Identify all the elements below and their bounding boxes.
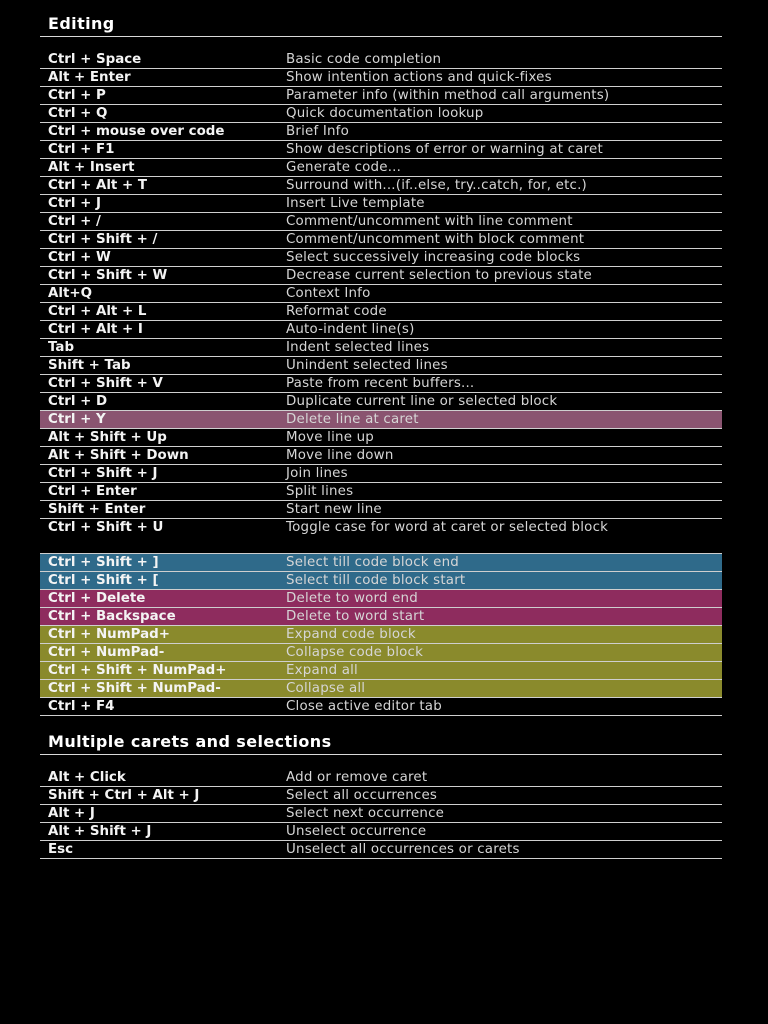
table-row [40,465,722,483]
shortcut-description: Delete line at caret [286,412,419,427]
shortcut-key: Alt + J [48,806,95,821]
table-row [40,231,722,249]
table-row [40,177,722,195]
table-row [40,787,722,805]
shortcut-description: Select next occurrence [286,806,445,821]
shortcut-key: Esc [48,842,74,857]
shortcut-key: Ctrl + Y [48,412,106,427]
table-row [40,698,722,716]
shortcut-description: Parameter info (within method call arguments) [286,88,610,103]
table-row [40,339,722,357]
table-row [40,769,722,787]
shortcut-description: Add or remove caret [286,770,428,785]
table-row-highlighted [40,626,722,644]
shortcut-description: Show intention actions and quick-fixes [286,70,552,85]
table-row [40,375,722,393]
shortcut-key: Ctrl + NumPad+ [48,627,170,642]
shortcut-description: Auto-indent line(s) [286,322,415,337]
shortcut-description: Expand code block [286,627,416,642]
shortcut-description: Delete to word end [286,591,418,606]
shortcut-key: Alt + Shift + Up [48,430,167,445]
table-row-highlighted [40,554,722,572]
shortcut-description: Decrease current selection to previous state [286,268,592,283]
shortcut-description: Select successively increasing code blocks [286,250,581,265]
shortcut-key: Shift + Ctrl + Alt + J [48,788,200,803]
shortcut-key: Ctrl + Shift + [ [48,573,159,588]
shortcut-key: Ctrl + Shift + U [48,520,164,535]
shortcut-key: Alt + Enter [48,70,131,85]
table-row [40,51,722,69]
table-row [40,501,722,519]
shortcut-key: Ctrl + W [48,250,111,265]
table-row [40,483,722,501]
shortcut-description: Close active editor tab [286,699,442,714]
shortcut-sheet [40,12,722,859]
shortcut-key: Shift + Tab [48,358,131,373]
table-row [40,823,722,841]
shortcut-description: Brief Info [286,124,349,139]
shortcut-description: Comment/uncomment with block comment [286,232,585,247]
shortcut-key: Alt + Shift + Down [48,448,189,463]
table-row [40,805,722,823]
shortcut-key: Ctrl + Alt + T [48,178,147,193]
shortcut-key: Shift + Enter [48,502,146,517]
shortcut-description: Select all occurrences [286,788,438,803]
section-title-editing: Editing [40,12,722,37]
editing-table [40,51,722,716]
shortcut-description: Comment/uncomment with line comment [286,214,573,229]
shortcut-key: Ctrl + Space [48,52,142,67]
table-row [40,357,722,375]
shortcut-key: Ctrl + Alt + I [48,322,143,337]
shortcut-description: Paste from recent buffers... [286,376,475,391]
table-row-highlighted [40,608,722,626]
shortcut-description: Generate code... [286,160,402,175]
shortcut-description: Collapse all [286,681,366,696]
shortcut-key: Ctrl + Shift + NumPad- [48,681,221,696]
table-row [40,447,722,465]
shortcut-key: Ctrl + Delete [48,591,146,606]
shortcut-key: Ctrl + NumPad- [48,645,165,660]
shortcut-key: Ctrl + Shift + / [48,232,158,247]
shortcut-description: Context Info [286,286,371,301]
table-row-highlighted [40,411,722,429]
table-row-highlighted [40,680,722,698]
table-row [40,141,722,159]
section-title-multiple-carets: Multiple carets and selections [40,730,722,755]
table-row-highlighted [40,644,722,662]
shortcut-description: Join lines [286,466,348,481]
shortcut-key: Alt+Q [48,286,92,301]
shortcut-description: Unselect all occurrences or carets [286,842,520,857]
table-row [40,841,722,859]
shortcut-description: Quick documentation lookup [286,106,484,121]
shortcut-description: Surround with...(if..else, try..catch, for, etc.) [286,178,587,193]
table-row [40,267,722,285]
table-row-highlighted [40,572,722,590]
table-row [40,429,722,447]
shortcut-key: Ctrl + F1 [48,142,115,157]
shortcut-key: Alt + Insert [48,160,135,175]
shortcut-description: Start new line [286,502,382,517]
shortcut-key: Tab [48,340,75,355]
shortcut-description: Move line up [286,430,374,445]
shortcut-key: Ctrl + F4 [48,699,115,714]
shortcut-key: Ctrl + Shift + J [48,466,158,481]
shortcut-key: Ctrl + Shift + W [48,268,168,283]
shortcut-key: Ctrl + J [48,196,101,211]
shortcut-description: Basic code completion [286,52,442,67]
shortcut-key: Ctrl + / [48,214,101,229]
shortcut-key: Ctrl + Shift + V [48,376,163,391]
shortcut-description: Delete to word start [286,609,425,624]
table-row [40,195,722,213]
shortcut-description: Show descriptions of error or warning at caret [286,142,603,157]
table-row [40,321,722,339]
shortcut-key: Ctrl + Enter [48,484,137,499]
shortcut-key: Ctrl + Shift + ] [48,555,159,570]
shortcut-description: Select till code block end [286,555,459,570]
table-row [40,249,722,267]
table-row-highlighted [40,662,722,680]
shortcut-key: Alt + Shift + J [48,824,152,839]
shortcut-description: Unselect occurrence [286,824,427,839]
table-row [40,303,722,321]
shortcut-key: Ctrl + D [48,394,108,409]
shortcut-key: Ctrl + Shift + NumPad+ [48,663,227,678]
shortcut-description: Toggle case for word at caret or selected block [286,520,609,535]
shortcut-key: Ctrl + mouse over code [48,124,225,139]
shortcut-description: Select till code block start [286,573,466,588]
shortcut-description: Unindent selected lines [286,358,448,373]
table-row [40,69,722,87]
table-row [40,159,722,177]
shortcut-description: Duplicate current line or selected block [286,394,558,409]
shortcut-key: Ctrl + P [48,88,106,103]
table-row [40,285,722,303]
shortcut-key: Ctrl + Q [48,106,108,121]
shortcut-description: Expand all [286,663,358,678]
table-row [40,213,722,231]
carets-table [40,769,722,859]
shortcut-description: Collapse code block [286,645,424,660]
shortcut-key: Ctrl + Alt + L [48,304,147,319]
shortcut-description: Split lines [286,484,354,499]
shortcut-description: Insert Live template [286,196,425,211]
shortcut-description: Move line down [286,448,394,463]
shortcut-description: Reformat code [286,304,387,319]
table-row [40,519,722,554]
table-row [40,87,722,105]
table-row [40,123,722,141]
table-row [40,105,722,123]
shortcut-description: Indent selected lines [286,340,430,355]
shortcut-key: Alt + Click [48,770,126,785]
shortcut-key: Ctrl + Backspace [48,609,176,624]
table-row-highlighted [40,590,722,608]
table-row [40,393,722,411]
